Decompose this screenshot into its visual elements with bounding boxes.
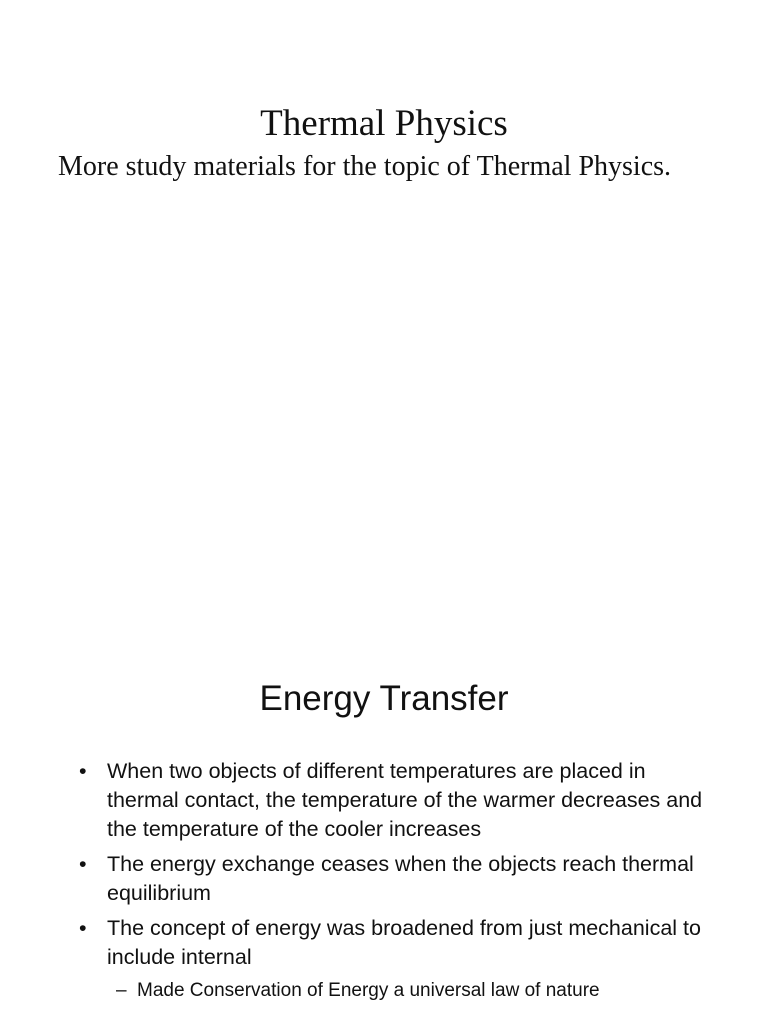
bullet-text: The concept of energy was broadened from just mechanical to include internal <box>107 916 701 969</box>
bullet-item <box>79 914 709 972</box>
bullet-marker: • <box>79 852 87 876</box>
section-title: Energy Transfer <box>259 679 509 718</box>
bullet-marker: • <box>79 916 87 940</box>
bullet-marker: • <box>79 759 87 783</box>
bullet-text: When two objects of different temperatures are placed in thermal contact, the temperature of the warmer decreases and the temperature of the cooler increases <box>107 759 703 841</box>
bullet-text: The energy exchange ceases when the objects reach thermal equilibrium <box>107 852 694 905</box>
bullet-item <box>79 757 709 844</box>
sub-bullet-item <box>79 978 709 1004</box>
slide-title: Thermal Physics <box>260 103 508 144</box>
bullet-item <box>79 850 709 908</box>
slide-subtitle: More study materials for the topic of Thermal Physics. <box>58 151 672 182</box>
bullet-list <box>79 757 709 1004</box>
sub-bullet-marker: – <box>116 980 127 1001</box>
sub-bullet-text: Made Conservation of Energy a universal law of nature <box>137 980 600 1001</box>
